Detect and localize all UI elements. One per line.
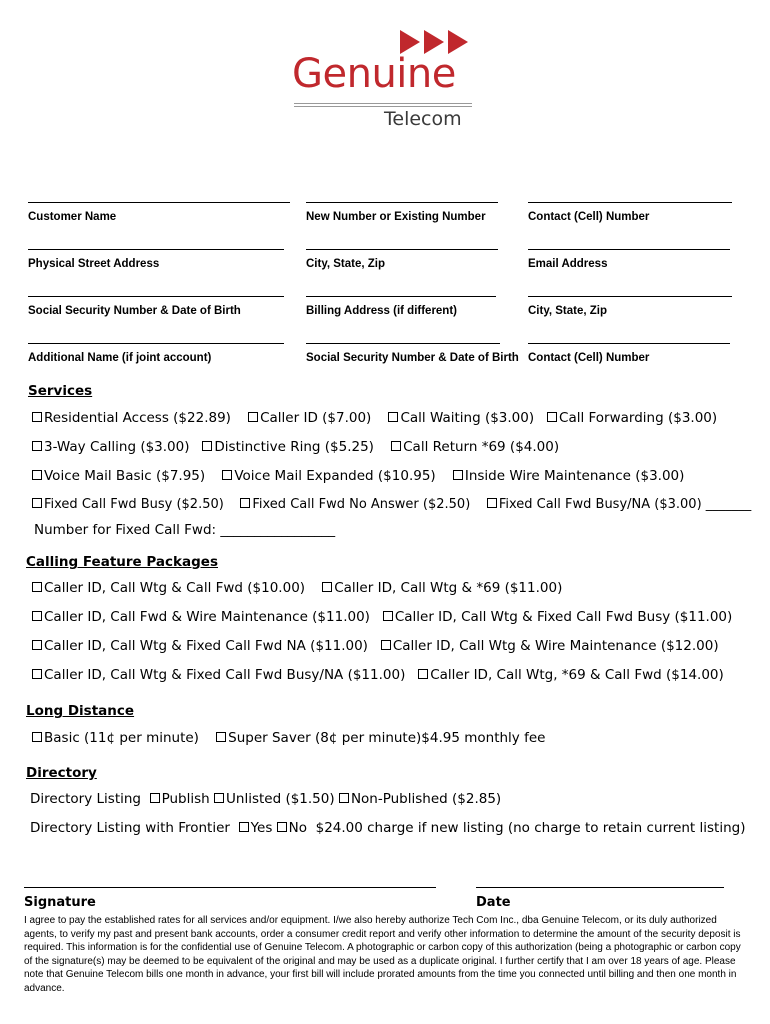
long-distance-option[interactable]: Basic (11¢ per minute): [32, 730, 199, 746]
logo-sub-text: Telecom: [384, 108, 462, 130]
checkbox[interactable]: [32, 732, 42, 742]
package-option[interactable]: Caller ID, Call Wtg & Fixed Call Fwd Busy ($11.00): [383, 609, 732, 625]
directory-option[interactable]: Non-Published ($2.85): [339, 791, 501, 807]
services-options-line: [32, 497, 751, 512]
joint-ssn-dob-field[interactable]: [306, 343, 519, 364]
logo-brand-text: Genuine: [292, 51, 456, 97]
joint-contact-cell-field[interactable]: [528, 343, 730, 364]
field-label: Contact (Cell) Number: [528, 211, 650, 223]
checkbox[interactable]: [248, 412, 258, 422]
checkbox[interactable]: [32, 640, 42, 650]
phone-number-field[interactable]: [306, 202, 498, 223]
field-label: Social Security Number & Date of Birth: [306, 352, 519, 364]
checkbox[interactable]: [32, 498, 42, 508]
logo-rule: [294, 103, 472, 104]
package-option[interactable]: Caller ID, Call Wtg & Call Fwd ($10.00): [32, 580, 305, 596]
frontier-note: $24.00 charge if new listing (no charge to retain current listing): [315, 820, 746, 836]
services-options-line: [32, 468, 684, 484]
checkbox[interactable]: [388, 412, 398, 422]
checkbox[interactable]: [322, 582, 332, 592]
checkbox[interactable]: [453, 470, 463, 480]
genuine-telecom-logo: [292, 28, 482, 132]
packages-options-line: [32, 580, 562, 596]
field-row: [0, 296, 770, 326]
frontier-option[interactable]: Yes: [239, 820, 273, 836]
service-option[interactable]: Fixed Call Fwd Busy ($2.50): [32, 497, 224, 512]
billing-address-field[interactable]: [306, 296, 496, 317]
packages-heading: Calling Feature Packages: [26, 554, 218, 570]
checkbox[interactable]: [214, 793, 224, 803]
field-label: Email Address: [528, 258, 608, 270]
service-option[interactable]: Distinctive Ring ($5.25): [202, 439, 374, 455]
checkbox[interactable]: [381, 640, 391, 650]
services-options-line: [32, 439, 559, 455]
packages-options-line: [32, 667, 724, 683]
contact-cell-field[interactable]: [528, 202, 732, 223]
services-heading: Services: [28, 383, 93, 399]
field-row: [0, 202, 770, 232]
directory-option[interactable]: Publish: [150, 791, 210, 807]
fixed-fwd-number-field[interactable]: Number for Fixed Call Fwd: _________________: [34, 522, 336, 538]
services-options-line: [32, 410, 717, 426]
checkbox[interactable]: [32, 611, 42, 621]
field-label: City, State, Zip: [528, 305, 608, 317]
directory-heading: Directory: [26, 765, 97, 781]
date-label: Date: [476, 895, 511, 910]
field-label: Customer Name: [28, 211, 117, 223]
service-option[interactable]: Fixed Call Fwd No Answer ($2.50): [240, 497, 470, 512]
logo-rule: [294, 106, 472, 107]
service-option[interactable]: Voice Mail Basic ($7.95): [32, 468, 205, 484]
directory-listing-label: Directory Listing: [30, 791, 141, 807]
package-option[interactable]: Caller ID, Call Wtg & *69 ($11.00): [322, 580, 562, 596]
street-address-field[interactable]: [28, 249, 284, 270]
service-option[interactable]: Caller ID ($7.00): [248, 410, 371, 426]
checkbox[interactable]: [222, 470, 232, 480]
field-label: City, State, Zip: [306, 258, 386, 270]
signature-line[interactable]: [24, 887, 436, 888]
packages-options-line: [32, 638, 719, 654]
checkbox[interactable]: [32, 582, 42, 592]
legal-authorization-text: I agree to pay the established rates for all services and/or equipment. I/we also hereby authorize Tech Com Inc., dba Genuine Telecom, or its duly authorized agents, to verify my past and present bank accounts, order a consumer credit report and verify other information to determine the amount of the security deposit is required. This information is for the confidential use of Genuine Telecom. A photographic or carbon copy of this authorization (being a photographic or carbon copy of the signature(s) may be deemed to be equivalent of the original and may be used as a duplicate original. I further certify that I am over 18 years of age. Please note that Genuine Telecom bills one month in advance, your first bill will include prorated amounts from the time you connected until billing and then one month in advance.: [24, 915, 741, 994]
customer-name-field[interactable]: [28, 202, 290, 223]
package-option[interactable]: Caller ID, Call Wtg, *69 & Call Fwd ($14.00): [418, 667, 724, 683]
checkbox[interactable]: [487, 498, 497, 508]
checkbox[interactable]: [32, 441, 42, 451]
field-row: [0, 249, 770, 279]
directory-frontier-label: Directory Listing with Frontier: [30, 820, 230, 836]
checkbox[interactable]: [418, 669, 428, 679]
checkbox[interactable]: [240, 498, 250, 508]
packages-options-line: [32, 609, 732, 625]
signature-label: Signature: [24, 895, 96, 910]
email-field[interactable]: [528, 249, 730, 270]
package-option[interactable]: Caller ID, Call Wtg & Fixed Call Fwd NA ($11.00): [32, 638, 368, 654]
additional-name-field[interactable]: [28, 343, 284, 364]
city-state-zip-field[interactable]: [306, 249, 498, 270]
checkbox[interactable]: [32, 470, 42, 480]
field-label: Contact (Cell) Number: [528, 352, 650, 364]
field-label: Additional Name (if joint account): [28, 352, 212, 364]
directory-option[interactable]: Unlisted ($1.50): [214, 791, 335, 807]
long-distance-options-line: [32, 730, 545, 746]
long-distance-heading: Long Distance: [26, 703, 135, 719]
checkbox[interactable]: [32, 412, 42, 422]
directory-listing-line: [30, 791, 501, 807]
ssn-dob-field[interactable]: [28, 296, 284, 317]
checkbox[interactable]: [239, 822, 249, 832]
service-option[interactable]: Call Waiting ($3.00): [388, 410, 534, 426]
field-label: Social Security Number & Date of Birth: [28, 305, 241, 317]
field-label: Billing Address (if different): [306, 305, 457, 317]
package-option[interactable]: Caller ID, Call Wtg & Fixed Call Fwd Busy/NA ($11.00): [32, 667, 405, 683]
service-option[interactable]: Inside Wire Maintenance ($3.00): [453, 468, 685, 484]
checkbox[interactable]: [216, 732, 226, 742]
billing-city-state-zip-field[interactable]: [528, 296, 732, 317]
service-option[interactable]: Call Return *69 ($4.00): [391, 439, 559, 455]
checkbox[interactable]: [547, 412, 557, 422]
checkbox[interactable]: [383, 611, 393, 621]
checkbox[interactable]: [277, 822, 287, 832]
directory-frontier-line: [30, 820, 746, 836]
checkbox[interactable]: [32, 669, 42, 679]
checkbox[interactable]: [202, 441, 212, 451]
field-row: [0, 343, 770, 373]
service-option[interactable]: Residential Access ($22.89): [32, 410, 231, 426]
field-label: New Number or Existing Number: [306, 211, 486, 223]
package-option[interactable]: Caller ID, Call Fwd & Wire Maintenance ($11.00): [32, 609, 370, 625]
service-option[interactable]: 3-Way Calling ($3.00): [32, 439, 190, 455]
service-option[interactable]: Call Forwarding ($3.00): [547, 410, 717, 426]
checkbox[interactable]: [391, 441, 401, 451]
service-option[interactable]: Voice Mail Expanded ($10.95): [222, 468, 435, 484]
field-label: Physical Street Address: [28, 258, 160, 270]
frontier-option[interactable]: No: [277, 820, 307, 836]
checkbox[interactable]: [150, 793, 160, 803]
long-distance-option[interactable]: Super Saver (8¢ per minute)$4.95 monthly fee: [216, 730, 545, 746]
date-line[interactable]: [476, 887, 724, 888]
package-option[interactable]: Caller ID, Call Wtg & Wire Maintenance ($12.00): [381, 638, 719, 654]
checkbox[interactable]: [339, 793, 349, 803]
service-option[interactable]: Fixed Call Fwd Busy/NA ($3.00) _______: [487, 497, 751, 512]
